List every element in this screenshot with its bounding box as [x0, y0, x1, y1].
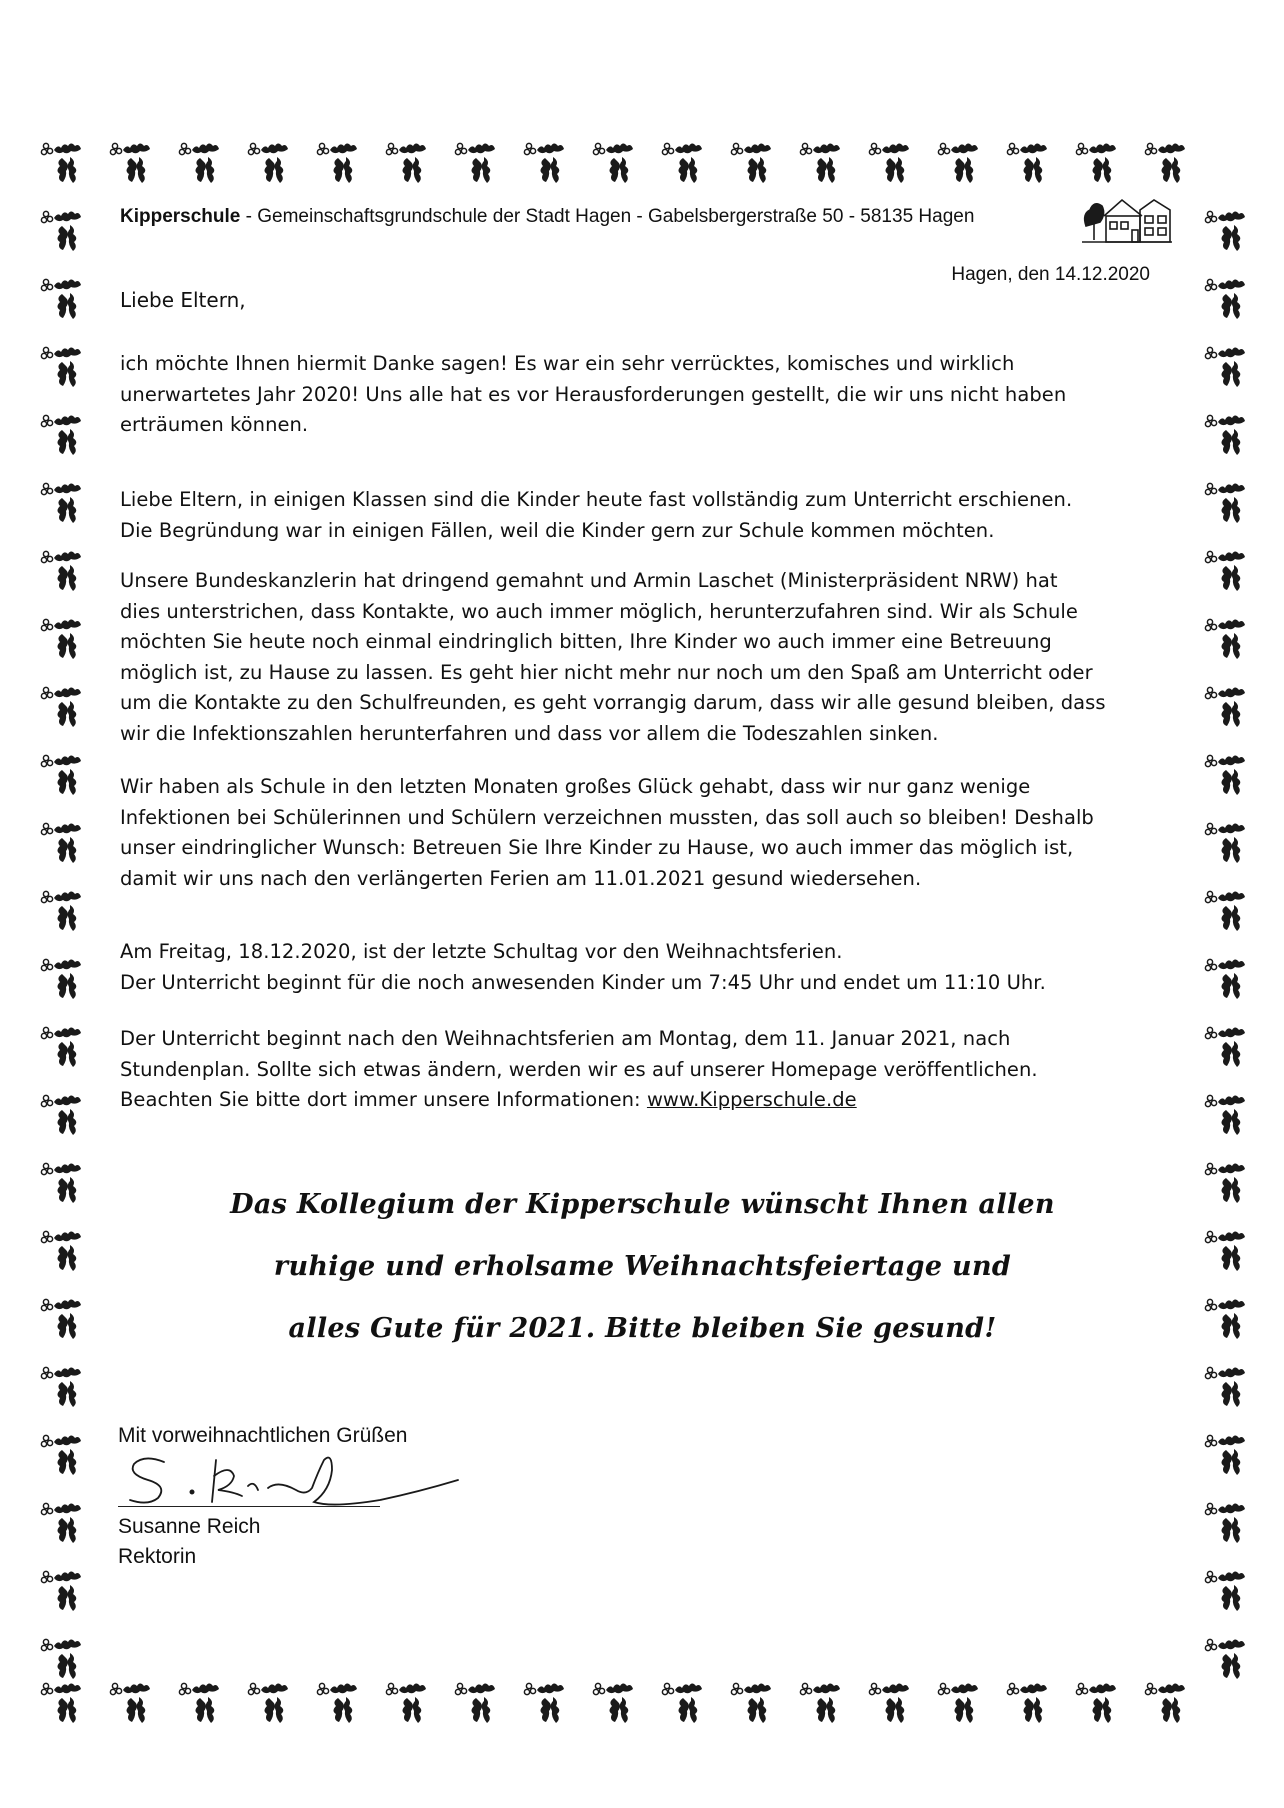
holly-sprig-icon	[41, 755, 81, 795]
holly-sprig-icon	[41, 1231, 81, 1271]
holly-sprig-icon	[1205, 1503, 1245, 1543]
text-line: damit wir uns nach den verlängerten Ferien am 11.01.2021 gesund wiedersehen.	[120, 866, 922, 890]
text-line: möchten Sie heute noch einmal eindringlich bitten, Ihre Kinder wo auch immer eine Betreuung	[120, 630, 1052, 653]
holly-sprig-icon	[662, 143, 702, 183]
holly-sprig-icon	[938, 1683, 978, 1723]
holly-sprig-icon	[41, 1367, 81, 1407]
holly-sprig-icon	[1145, 143, 1185, 183]
holly-sprig-icon	[41, 551, 81, 591]
holly-sprig-icon	[386, 143, 426, 183]
signer-title: Rektorin	[118, 1545, 197, 1568]
holly-sprig-icon	[41, 823, 81, 863]
paragraph-infections	[120, 772, 1165, 894]
holly-sprig-icon	[1205, 1163, 1245, 1203]
holly-sprig-icon	[41, 279, 81, 319]
holly-sprig-icon	[1205, 1095, 1245, 1135]
greeting-line: alles Gute für 2021. Bitte bleiben Sie gesund!	[288, 1313, 997, 1344]
holly-sprig-icon	[1205, 1027, 1245, 1067]
holly-sprig-icon	[41, 1683, 81, 1723]
holly-sprig-icon	[869, 143, 909, 183]
school-house-icon	[1080, 192, 1172, 250]
holly-sprig-icon	[41, 1639, 81, 1679]
holly-sprig-icon	[593, 1683, 633, 1723]
greeting-line: ruhige und erholsame Weihnachtsfeiertage und	[273, 1251, 1012, 1282]
holly-sprig-icon	[41, 1163, 81, 1203]
holly-sprig-icon	[41, 891, 81, 931]
text-line: wir die Infektionszahlen herunterfahren und dass vor allem die Todeszahlen sinken.	[120, 721, 939, 745]
signer-name: Susanne Reich	[118, 1515, 261, 1538]
holly-sprig-icon	[317, 1683, 357, 1723]
holly-sprig-icon	[731, 1683, 771, 1723]
paragraph-thanks	[120, 349, 1165, 441]
text-line: Der Unterricht beginnt für die noch anwesenden Kinder um 7:45 Uhr und endet um 11:10 Uhr.	[120, 970, 1046, 994]
holly-sprig-icon	[1076, 143, 1116, 183]
holly-sprig-icon	[1205, 1571, 1245, 1611]
holly-sprig-icon	[1205, 415, 1245, 455]
salutation: Liebe Eltern,	[120, 288, 246, 312]
text-line: dies unterstrichen, dass Kontakte, wo auch immer möglich, herunterzufahren sind. Wir als Schule	[120, 599, 1078, 623]
holly-sprig-icon	[248, 143, 288, 183]
info-prefix: Beachten Sie bitte dort immer unsere Informationen:	[120, 1088, 647, 1111]
letterhead	[120, 206, 1070, 228]
holly-sprig-icon	[41, 1299, 81, 1339]
text-line	[120, 1085, 1165, 1116]
text-line: Liebe Eltern, in einigen Klassen sind die Kinder heute fast vollständig zum Unterricht erschienen.	[120, 488, 1073, 511]
text-line: Wir haben als Schule in den letzten Monaten großes Glück gehabt, dass wir nur ganz wenige	[120, 775, 1031, 798]
holly-sprig-icon	[1205, 1299, 1245, 1339]
text-line: Infektionen bei Schülerinnen und Schülern verzeichnen mussten, das soll auch so bleiben! Deshalb	[120, 805, 1094, 829]
paragraph-attendance	[120, 485, 1165, 546]
holly-sprig-icon	[110, 143, 150, 183]
holly-sprig-icon	[179, 1683, 219, 1723]
holly-sprig-icon	[938, 143, 978, 183]
holly-sprig-icon	[41, 1435, 81, 1475]
holly-sprig-icon	[1205, 1231, 1245, 1271]
holly-sprig-icon	[41, 211, 81, 251]
holly-sprig-icon	[1205, 755, 1245, 795]
closing: Mit vorweihnachtlichen Grüßen	[118, 1424, 408, 1447]
holly-sprig-icon	[1205, 687, 1245, 727]
text-line: Unsere Bundeskanzlerin hat dringend gemahnt und Armin Laschet (Ministerpräsident NRW) hat	[120, 569, 1058, 592]
signature-line	[118, 1506, 380, 1507]
holly-sprig-icon	[1205, 619, 1245, 659]
holly-sprig-icon	[41, 1095, 81, 1135]
date-line: Hagen, den 14.12.2020	[951, 264, 1150, 285]
holly-sprig-icon	[41, 1571, 81, 1611]
holly-sprig-icon	[1205, 1367, 1245, 1407]
holly-sprig-icon	[524, 143, 564, 183]
holly-sprig-icon	[317, 143, 357, 183]
holly-sprig-icon	[524, 1683, 564, 1723]
holly-sprig-icon	[800, 143, 840, 183]
holly-sprig-icon	[1205, 1639, 1245, 1679]
holly-sprig-icon	[1205, 279, 1245, 319]
text-line: ich möchte Ihnen hiermit Danke sagen! Es war ein sehr verrücktes, komisches und wirklich	[120, 352, 1015, 375]
text-line: Die Begründung war in einigen Fällen, weil die Kinder gern zur Schule kommen möchten.	[120, 518, 995, 542]
text-line: Der Unterricht beginnt nach den Weihnachtsferien am Montag, dem 11. Januar 2021, nach	[120, 1027, 1011, 1050]
holly-sprig-icon	[1205, 347, 1245, 387]
holly-sprig-icon	[41, 415, 81, 455]
holly-sprig-icon	[386, 1683, 426, 1723]
text-line: erträumen können.	[120, 413, 309, 436]
holly-sprig-icon	[41, 1027, 81, 1067]
holly-sprig-icon	[869, 1683, 909, 1723]
holly-sprig-icon	[1007, 1683, 1047, 1723]
holly-sprig-icon	[800, 1683, 840, 1723]
text-line: unerwartetes Jahr 2020! Uns alle hat es vor Herausforderungen gestellt, die wir uns nicht haben	[120, 382, 1067, 406]
text-line: Am Freitag, 18.12.2020, ist der letzte Schultag vor den Weihnachtsferien.	[120, 940, 843, 963]
holly-sprig-icon	[1007, 143, 1047, 183]
holly-sprig-icon	[41, 483, 81, 523]
holly-sprig-icon	[593, 143, 633, 183]
holiday-greeting	[120, 1174, 1165, 1360]
holly-sprig-icon	[41, 143, 81, 183]
holly-sprig-icon	[1205, 823, 1245, 863]
holly-sprig-icon	[1205, 211, 1245, 251]
signer-block	[118, 1512, 260, 1572]
homepage-link[interactable]: www.Kipperschule.de	[646, 1088, 857, 1111]
paragraph-last-school-day	[120, 937, 1165, 998]
holly-sprig-icon	[1145, 1683, 1185, 1723]
holly-sprig-icon	[731, 143, 771, 183]
holly-sprig-icon	[1205, 483, 1245, 523]
holly-sprig-icon	[1205, 891, 1245, 931]
holly-sprig-icon	[41, 619, 81, 659]
handwritten-signature	[118, 1450, 478, 1512]
holly-sprig-icon	[41, 687, 81, 727]
holly-sprig-icon	[455, 143, 495, 183]
holly-sprig-icon	[41, 959, 81, 999]
holly-sprig-icon	[1205, 959, 1245, 999]
text-line: möglich ist, zu Hause zu lassen. Es geht hier nicht mehr nur noch um den Spaß am Unterricht oder	[120, 660, 1093, 684]
holly-sprig-icon	[248, 1683, 288, 1723]
holly-sprig-icon	[110, 1683, 150, 1723]
greeting-line: Das Kollegium der Kipperschule wünscht Ihnen allen	[230, 1189, 1055, 1220]
paragraph-after-holidays	[120, 1024, 1165, 1116]
holly-sprig-icon	[662, 1683, 702, 1723]
holly-sprig-icon	[1076, 1683, 1116, 1723]
school-name: Kipperschule	[120, 206, 241, 227]
paragraph-contacts	[120, 566, 1165, 749]
text-line: unser eindringlicher Wunsch: Betreuen Sie Ihre Kinder zu Hause, wo auch immer das möglich ist,	[120, 836, 1074, 859]
holly-sprig-icon	[41, 1503, 81, 1543]
text-line: Stundenplan. Sollte sich etwas ändern, werden wir es auf unserer Homepage veröffentlichen.	[120, 1057, 1038, 1081]
holly-sprig-icon	[455, 1683, 495, 1723]
text-line: um die Kontakte zu den Schulfreunden, es geht vorrangig darum, dass wir alle gesund bleiben, dass	[120, 691, 1106, 714]
holly-sprig-icon	[1205, 1435, 1245, 1475]
holly-sprig-icon	[41, 347, 81, 387]
letterhead-details: - Gemeinschaftsgrundschule der Stadt Hagen - Gabelsbergerstraße 50 - 58135 Hagen	[240, 206, 975, 227]
holly-sprig-icon	[1205, 551, 1245, 591]
holly-sprig-icon	[179, 143, 219, 183]
